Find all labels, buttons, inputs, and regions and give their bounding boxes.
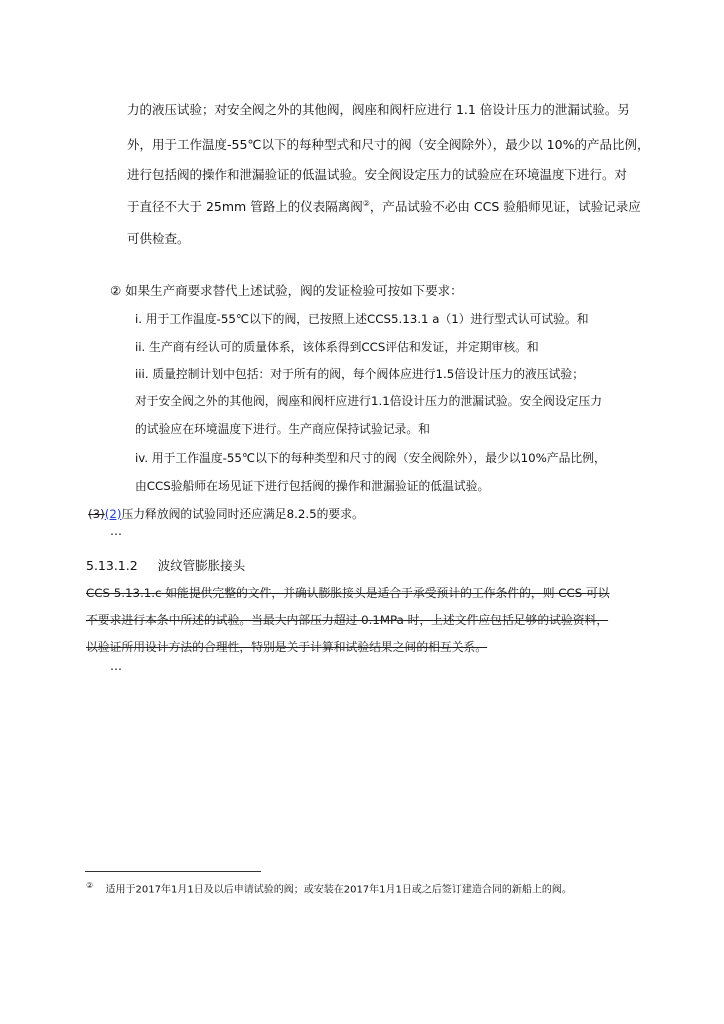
footnote (86, 879, 572, 897)
body-text: ，产品试验不必由 CCS 验船师见证，试验记录应 (369, 199, 641, 214)
body-line: 力的液压试验；对安全阀之外的其他阀，阀座和阀杆应进行 1.1 倍设计压力的泄漏试验。另 (127, 102, 630, 117)
body-line: 可供检查。 (127, 231, 190, 246)
note-item-iii-cont: 的试验应在环境温度下进行。生产商应保持试验记录。和 (135, 422, 430, 436)
body-line: 进行包括阀的操作和泄漏验证的低温试验。安全阀设定压力的试验应在环境温度下进行。对 (127, 167, 628, 182)
footnote-mark: ② (86, 881, 94, 890)
ellipsis: … (110, 524, 123, 538)
body-line (127, 199, 641, 215)
footnote-reference[interactable]: ② (362, 198, 370, 208)
footnote-text: 适用于2017年1月1日及以后申请试验的阀；或安装在2017年1月1日或之后签订建造合同的新船上的阀。 (105, 884, 572, 896)
note-item-i: i. 用于工作温度-55℃以下的阀，已按照上述CCS5.13.1 a（1）进行型式认可试验。和 (135, 312, 589, 326)
item-line (88, 506, 364, 522)
note-item-iv-cont: 由CCS验船师在场见证下进行包括阀的操作和泄漏验证的低温试验。 (135, 479, 490, 493)
section-title: 波纹管膨胀接头 (157, 558, 246, 573)
deleted-text-line: 不要求进行本条中所述的试验。当最大内部压力超过 0.1MPa 时，上述文件应包括足够的试验资料， (86, 613, 609, 627)
body-text: 于直径不大于 25mm 管路上的仪表隔离阀 (127, 199, 363, 214)
deleted-number: (3) (88, 507, 105, 521)
note-item-iii: iii. 质量控制计划中包括：对于所有的阀，每个阀体应进行1.5倍设计压力的液压试验； (135, 367, 584, 381)
footnote-separator (85, 871, 261, 872)
note-item-iv: iv. 用于工作温度-55℃以下的每种类型和尺寸的阀（安全阀除外），最少以10%产品比例， (135, 451, 606, 465)
deleted-text-line: CCS 5.13.1.c 如能提供完整的文件，并确认膨胀接头是适合于承受预计的工作条件的，则 CCS 可以 (86, 586, 610, 600)
item-text: 压力释放阀的试验同时还应满足8.2.5的要求。 (121, 507, 364, 521)
note-item-ii: ii. 生产商有经认可的质量体系，该体系得到CCS评估和发证，并定期审核。和 (135, 340, 539, 354)
section-number: 5.13.1.2 (86, 558, 138, 573)
deleted-text-line: 以验证所用设计方法的合理性，特别是关于计算和试验结果之间的相互关系。 (86, 640, 488, 654)
body-line: 外，用于工作温度-55℃以下的每种型式和尺寸的阀（安全阀除外），最少以 10%的产品比例， (127, 137, 650, 152)
note-item-iii-cont: 对于安全阀之外的其他阀，阀座和阀杆应进行1.1倍设计压力的泄漏试验。安全阀设定压力 (135, 394, 603, 408)
section-heading (86, 556, 245, 574)
ellipsis: … (110, 659, 123, 673)
note-intro: ② 如果生产商要求替代上述试验，阀的发证检验可按如下要求： (110, 283, 463, 298)
inserted-number: (2) (104, 507, 122, 521)
